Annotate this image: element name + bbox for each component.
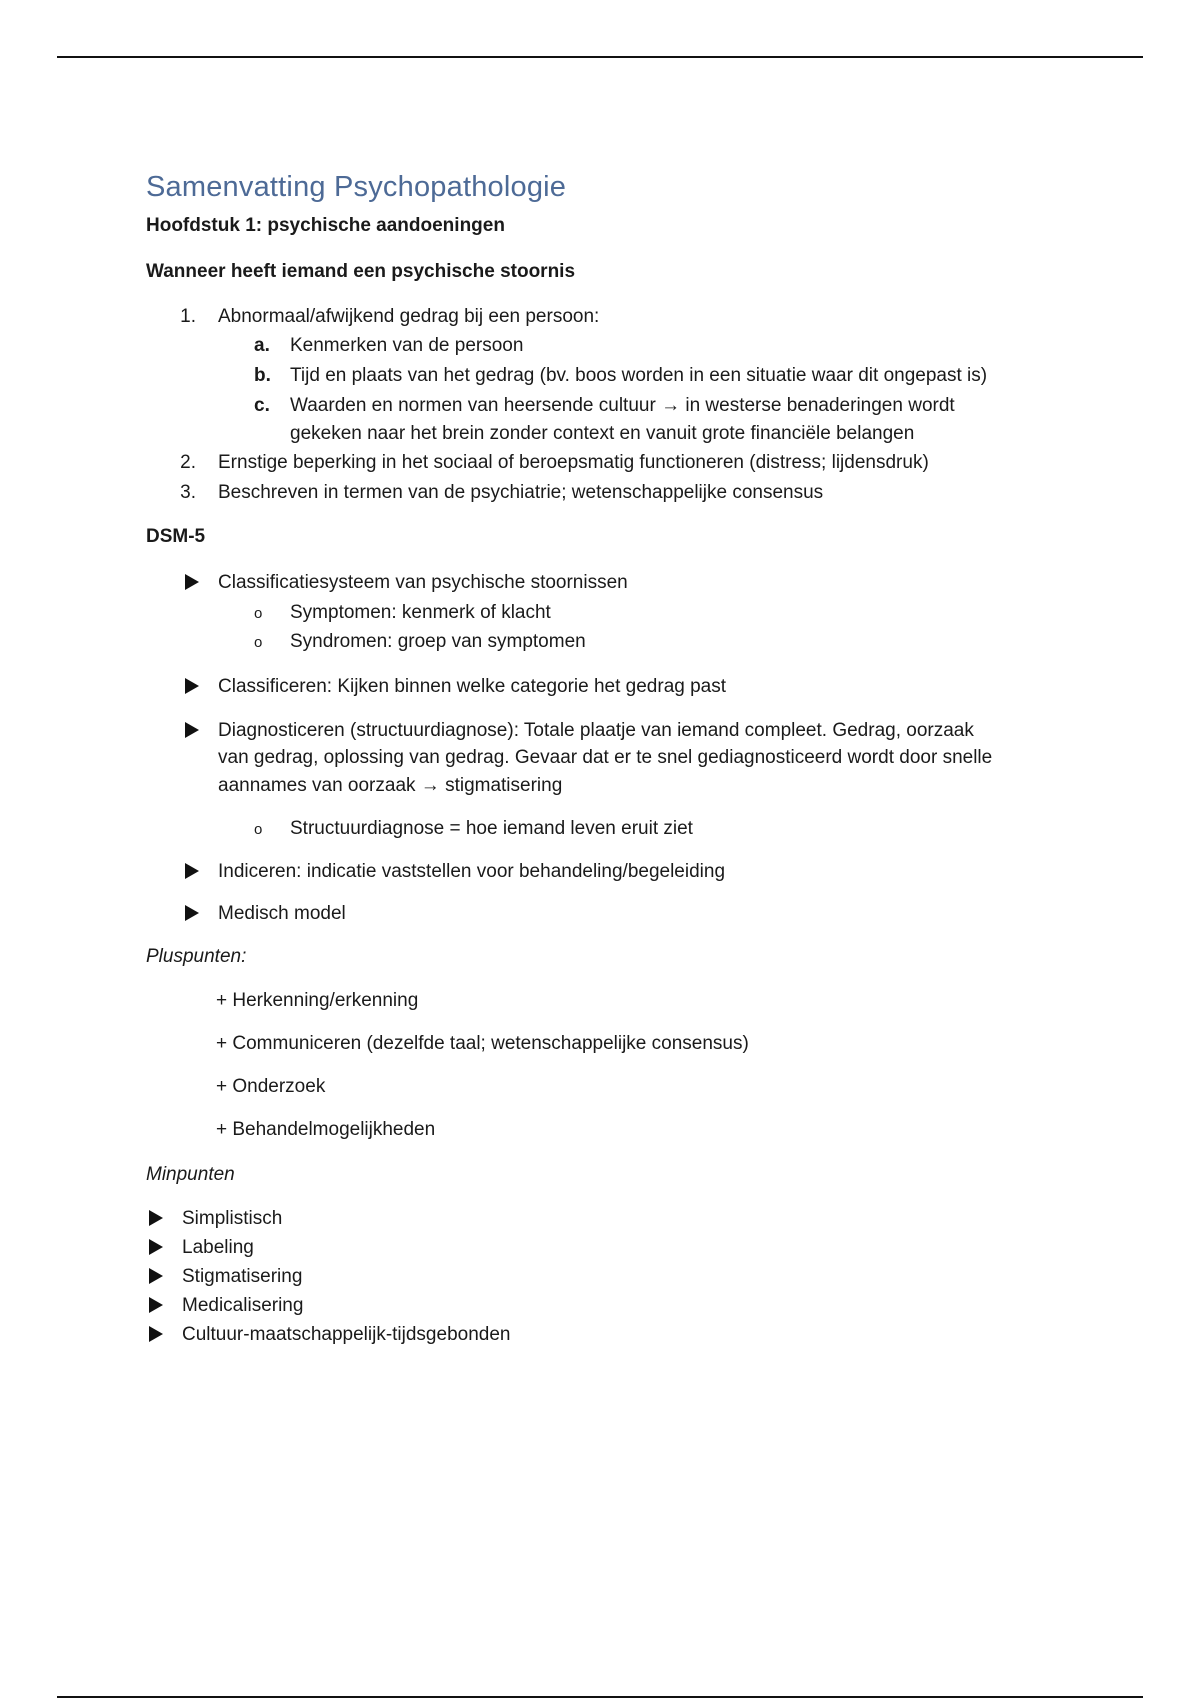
min-item: Medicalisering <box>182 1295 304 1316</box>
triangle-bullet-icon <box>185 905 199 921</box>
footer-rule <box>57 1696 1143 1698</box>
sub-bullet-item: Symptomen: kenmerk of klacht <box>290 602 551 623</box>
bullet-item: Classificatiesysteem van psychische stoornissen <box>218 572 628 593</box>
triangle-bullet-icon <box>149 1297 163 1313</box>
triangle-bullet-icon <box>185 863 199 879</box>
list-number: 1. <box>180 306 196 327</box>
triangle-bullet-icon <box>185 678 199 694</box>
list-item: Beschreven in termen van de psychiatrie; wetenschappelijke consensus <box>218 482 824 503</box>
min-item: Cultuur-maatschappelijk-tijdsgebonden <box>182 1324 511 1345</box>
plus-item: + Behandelmogelijkheden <box>216 1119 436 1140</box>
bullet-item: Medisch model <box>218 903 346 924</box>
sub-item-continued: gekeken naar het brein zonder context en vanuit grote financiële belangen <box>290 423 915 444</box>
sub-letter: c. <box>254 395 270 416</box>
plus-item: + Onderzoek <box>216 1076 326 1097</box>
bullet-item: Indiceren: indicatie vaststellen voor behandeling/begeleiding <box>218 861 726 882</box>
circle-bullet-icon: o <box>254 634 263 651</box>
sub-bullet-item: Structuurdiagnose = hoe iemand leven eruit ziet <box>290 818 693 839</box>
triangle-bullet-icon <box>185 722 199 738</box>
circle-bullet-icon: o <box>254 821 263 838</box>
list-number: 3. <box>180 482 196 503</box>
section-heading: Wanneer heeft iemand een psychische stoornis <box>146 261 576 282</box>
triangle-bullet-icon <box>149 1210 163 1226</box>
bullet-item: Classificeren: Kijken binnen welke categorie het gedrag past <box>218 676 727 697</box>
minpunten-heading: Minpunten <box>146 1164 235 1185</box>
sub-item: Waarden en normen van heersende cultuur → in westerse benaderingen wordt <box>290 395 955 416</box>
triangle-bullet-icon <box>185 574 199 590</box>
min-item: Simplistisch <box>182 1208 283 1229</box>
plus-item: + Herkenning/erkenning <box>216 990 419 1011</box>
sub-letter: b. <box>254 365 271 386</box>
min-item: Labeling <box>182 1237 254 1258</box>
bullet-item: Diagnosticeren (structuurdiagnose): Totale plaatje van iemand compleet. Gedrag, oorzaak <box>218 720 974 741</box>
sub-item: Tijd en plaats van het gedrag (bv. boos worden in een situatie waar dit ongepast is) <box>290 365 988 386</box>
list-item: Abnormaal/afwijkend gedrag bij een persoon: <box>218 306 600 327</box>
dsm-heading: DSM-5 <box>146 526 206 547</box>
sub-bullet-item: Syndromen: groep van symptomen <box>290 631 586 652</box>
triangle-bullet-icon <box>149 1239 163 1255</box>
chapter-heading: Hoofdstuk 1: psychische aandoeningen <box>146 215 505 236</box>
list-item: Ernstige beperking in het sociaal of beroepsmatig functioneren (distress; lijdensdruk) <box>218 452 929 473</box>
sub-item: Kenmerken van de persoon <box>290 335 524 356</box>
plus-item: + Communiceren (dezelfde taal; wetenschappelijke consensus) <box>216 1033 749 1054</box>
sub-letter: a. <box>254 335 270 356</box>
triangle-bullet-icon <box>149 1326 163 1342</box>
circle-bullet-icon: o <box>254 605 263 622</box>
min-item: Stigmatisering <box>182 1266 303 1287</box>
pluspunten-heading: Pluspunten: <box>146 946 247 967</box>
document-title: Samenvatting Psychopathologie <box>146 171 567 203</box>
header-rule <box>57 56 1143 58</box>
list-number: 2. <box>180 452 196 473</box>
triangle-bullet-icon <box>149 1268 163 1284</box>
bullet-item-continued: van gedrag, oplossing van gedrag. Gevaar dat er te snel gediagnosticeerd wordt door snelle <box>218 747 993 768</box>
bullet-item-continued: aannames van oorzaak → stigmatisering <box>218 775 563 796</box>
